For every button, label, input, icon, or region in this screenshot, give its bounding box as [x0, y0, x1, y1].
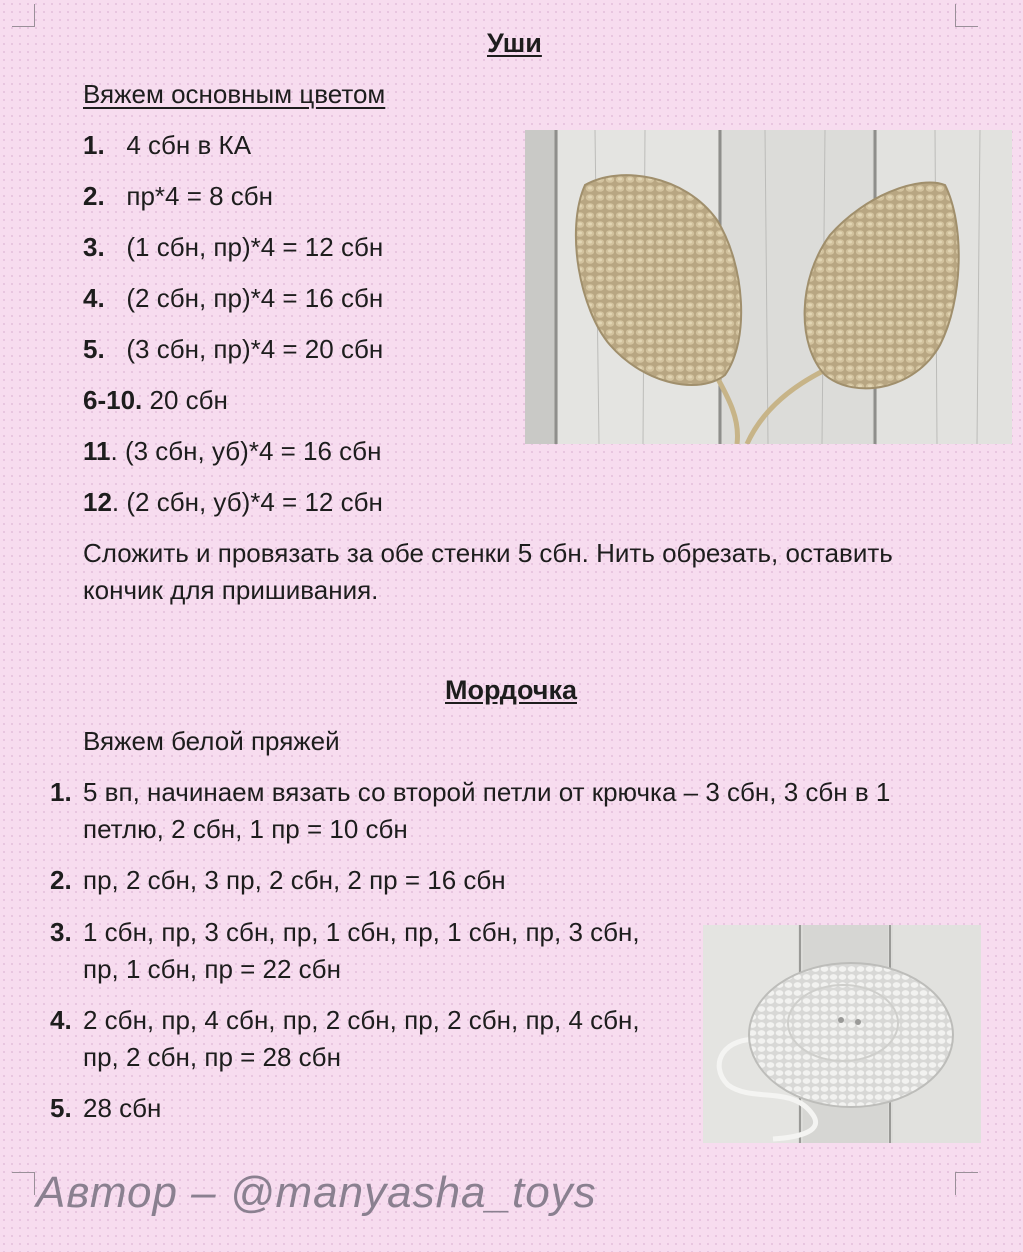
ears-row-5: 5. (3 сбн, пр)*4 = 20 сбн — [83, 334, 384, 364]
ears-row-2: 2. пр*4 = 8 сбн — [83, 181, 274, 211]
muzzle-step-2: 2. пр, 2 сбн, 3 пр, 2 сбн, 2 пр = 16 сбн — [50, 865, 506, 895]
ears-row-4: 4. (2 сбн, пр)*4 = 16 сбн — [83, 283, 384, 313]
muzzle-photo — [703, 925, 981, 1143]
ears-row-3: 3. (1 сбн, пр)*4 = 12 сбн — [83, 232, 384, 262]
ears-row-12: 12. (2 сбн, уб)*4 = 12 сбн — [83, 487, 383, 517]
ears-title: Уши — [487, 28, 542, 58]
muzzle-step-3: 3. 1 сбн, пр, 3 сбн, пр, 1 сбн, пр, 1 сбн, пр, 3 сбн, пр, 1 сбн, пр = 22 сбн — [50, 917, 640, 984]
muzzle-step-4: 4. 2 сбн, пр, 4 сбн, пр, 2 сбн, пр, 2 сбн, пр, 4 сбн, пр, 2 сбн, пр = 28 сбн — [50, 1005, 640, 1072]
corner-mark-bottom-right — [955, 1172, 978, 1195]
muzzle-title: Мордочка — [445, 675, 577, 705]
ears-subtitle: Вяжем основным цветом — [83, 79, 386, 109]
corner-mark-top-left — [12, 4, 35, 27]
ears-row-6-10: 6-10. 20 сбн — [83, 385, 228, 415]
muzzle-step-1: 1. 5 вп, начинаем вязать со второй петли от крючка – 3 сбн, 3 сбн в 1 петлю, 2 сбн, 1 пр = 10 сбн — [50, 777, 891, 844]
muzzle-step-5: 5. 28 сбн — [50, 1093, 162, 1123]
muzzle-subtitle: Вяжем белой пряжей — [83, 726, 340, 756]
ears-row-1: 1. 4 сбн в КА — [83, 130, 252, 160]
ears-finish-text: Сложить и провязать за обе стенки 5 сбн. Нить обрезать, оставить кончик для пришивания. — [83, 538, 893, 605]
ears-row-11: 11. (3 сбн, уб)*4 = 16 сбн — [83, 436, 382, 466]
ears-photo — [525, 130, 1012, 444]
author-footer: Автор – @manyasha_toys — [36, 1168, 597, 1217]
corner-mark-bottom-left — [12, 1172, 35, 1195]
corner-mark-top-right — [955, 4, 978, 27]
